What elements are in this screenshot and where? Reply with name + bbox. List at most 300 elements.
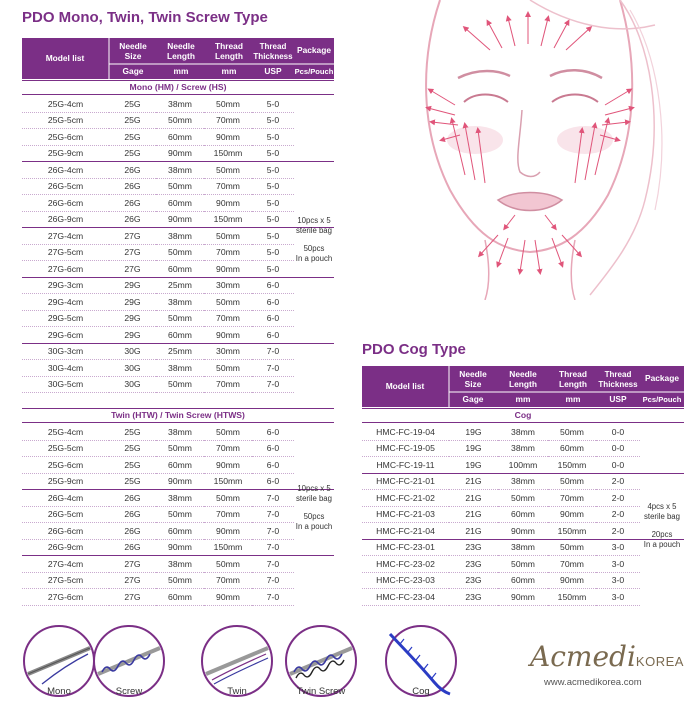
thread-thickness-cell: 2-0 <box>596 490 640 507</box>
needle-length-cell: 38mm <box>156 294 204 311</box>
model-cell: 27G-5cm <box>22 244 109 261</box>
thread-length-cell: 90mm <box>204 523 252 540</box>
package-cell <box>640 424 684 440</box>
needle-size-cell: 27G <box>109 261 156 278</box>
table-row <box>22 440 334 457</box>
needle-length-cell: 50mm <box>156 506 204 523</box>
needle-length-cell: 60mm <box>498 506 548 523</box>
thread-length-cell: 70mm <box>548 556 596 573</box>
header-thread-length: Thread Length <box>215 41 243 61</box>
needle-size-cell: 23G <box>449 572 498 589</box>
package-cell <box>640 457 684 474</box>
thread-length-cell: 90mm <box>548 572 596 589</box>
package-note-line: 20pcs <box>651 530 673 539</box>
thread-thickness-cell: 5-0 <box>252 244 294 261</box>
header-needle-length: Needle Length <box>167 41 195 61</box>
package-cell <box>294 112 334 129</box>
thread-caption-cog: Cog <box>412 686 430 697</box>
thread-length-cell: 70mm <box>204 506 252 523</box>
package-cell <box>640 473 684 490</box>
needle-size-cell: 30G <box>109 343 156 360</box>
thread-caption-mono: Mono <box>47 686 71 697</box>
table-row <box>22 572 334 589</box>
header-separators <box>362 366 684 407</box>
model-cell: 30G-5cm <box>22 376 109 393</box>
thread-length-cell: 90mm <box>204 327 252 344</box>
needle-length-cell: 50mm <box>156 440 204 457</box>
header-unit-usp: USP <box>264 66 282 76</box>
needle-size-cell: 26G <box>109 490 156 507</box>
needle-size-cell: 25G <box>109 96 156 112</box>
model-cell: 25G-6cm <box>22 457 109 474</box>
thread-length-cell: 70mm <box>548 490 596 507</box>
needle-length-cell: 60mm <box>156 261 204 278</box>
model-cell: 26G-9cm <box>22 539 109 556</box>
thread-thickness-cell: 6-0 <box>252 457 294 474</box>
table-row <box>22 506 334 523</box>
model-cell: HMC-FC-19-05 <box>362 440 449 457</box>
thread-length-cell: 90mm <box>204 457 252 474</box>
model-cell: 26G-6cm <box>22 195 109 212</box>
thread-length-cell: 70mm <box>204 310 252 327</box>
model-cell: 25G-4cm <box>22 96 109 112</box>
model-cell: HMC-FC-21-01 <box>362 473 449 490</box>
thread-thickness-cell: 7-0 <box>252 572 294 589</box>
model-cell: 29G-6cm <box>22 327 109 344</box>
header-unit-mm: mm <box>565 394 581 404</box>
needle-size-cell: 25G <box>109 145 156 162</box>
package-cell <box>294 343 334 360</box>
table-row <box>362 539 684 556</box>
needle-length-cell: 60mm <box>498 572 548 589</box>
twin-table <box>22 424 334 606</box>
table-row <box>22 112 334 129</box>
thread-thickness-cell: 3-0 <box>596 556 640 573</box>
needle-size-cell: 19G <box>449 457 498 474</box>
thread-thickness-cell: 6-0 <box>252 424 294 440</box>
header-unit-mm: mm <box>173 66 189 76</box>
package-cell <box>294 327 334 344</box>
model-cell: 27G-4cm <box>22 228 109 245</box>
model-cell: 26G-6cm <box>22 523 109 540</box>
package-note-line: 50pcs <box>303 244 325 253</box>
thread-thickness-cell: 5-0 <box>252 162 294 179</box>
thread-thickness-cell: 7-0 <box>252 376 294 393</box>
thread-thickness-cell: 6-0 <box>252 294 294 311</box>
table-row <box>22 310 334 327</box>
needle-size-cell: 25G <box>109 112 156 129</box>
model-cell: 25G-4cm <box>22 424 109 440</box>
header-needle-size: Needle Size <box>119 41 147 61</box>
needle-length-cell: 90mm <box>156 473 204 490</box>
header-unit-usp: USP <box>609 394 627 404</box>
package-cell <box>294 440 334 457</box>
needle-length-cell: 38mm <box>156 490 204 507</box>
thread-thickness-cell: 5-0 <box>252 129 294 146</box>
thread-length-cell: 90mm <box>204 589 252 606</box>
thread-thickness-cell: 0-0 <box>596 457 640 474</box>
thread-length-cell: 150mm <box>548 523 596 540</box>
model-cell: 27G-4cm <box>22 556 109 573</box>
thread-thickness-cell: 3-0 <box>596 589 640 606</box>
table-row <box>22 457 334 474</box>
needle-size-cell: 30G <box>109 376 156 393</box>
thread-thickness-cell: 7-0 <box>252 490 294 507</box>
model-cell: 29G-4cm <box>22 294 109 311</box>
thread-length-cell: 50mm <box>204 162 252 179</box>
mono-table-title: PDO Mono, Twin, Twin Screw Type <box>22 9 268 26</box>
package-cell <box>294 310 334 327</box>
model-cell: 25G-9cm <box>22 473 109 490</box>
table-row <box>22 343 334 360</box>
needle-length-cell: 90mm <box>156 145 204 162</box>
needle-length-cell: 38mm <box>498 473 548 490</box>
package-cell <box>294 178 334 195</box>
table-row <box>22 211 334 228</box>
table-row <box>22 523 334 540</box>
thread-thickness-cell: 5-0 <box>252 112 294 129</box>
header-package: Package <box>297 45 331 55</box>
table-row <box>362 589 684 606</box>
needle-size-cell: 26G <box>109 539 156 556</box>
thread-caption-twin-screw: Twin Screw <box>296 686 346 697</box>
header-thread-thickness: Thread Thickness <box>598 370 638 389</box>
table-row <box>362 473 684 490</box>
needle-length-cell: 50mm <box>156 572 204 589</box>
table-row <box>22 162 334 179</box>
thread-thickness-cell: 5-0 <box>252 228 294 245</box>
model-cell: HMC-FC-23-02 <box>362 556 449 573</box>
package-note-line: 4pcs x 5 <box>647 502 677 511</box>
needle-size-cell: 27G <box>109 556 156 573</box>
header-model: Model list <box>45 53 85 63</box>
section-mono-screw: Mono (HM) / Screw (HS) <box>22 80 334 95</box>
thread-thickness-cell: 5-0 <box>252 195 294 212</box>
thread-thickness-cell: 3-0 <box>596 539 640 556</box>
package-note-line: In a pouch <box>295 522 333 531</box>
needle-length-cell: 38mm <box>498 424 548 440</box>
needle-size-cell: 25G <box>109 457 156 474</box>
thread-thickness-cell: 7-0 <box>252 539 294 556</box>
needle-size-cell: 30G <box>109 360 156 377</box>
needle-size-cell: 23G <box>449 589 498 606</box>
needle-size-cell: 29G <box>109 327 156 344</box>
model-cell: 26G-4cm <box>22 162 109 179</box>
needle-size-cell: 27G <box>109 228 156 245</box>
package-note-line: sterile bag <box>296 226 332 235</box>
needle-size-cell: 26G <box>109 211 156 228</box>
needle-size-cell: 26G <box>109 523 156 540</box>
needle-size-cell: 23G <box>449 539 498 556</box>
thread-length-cell: 90mm <box>204 195 252 212</box>
model-cell: 27G-6cm <box>22 261 109 278</box>
thread-length-cell: 90mm <box>204 129 252 146</box>
model-cell: 27G-6cm <box>22 589 109 606</box>
needle-length-cell: 50mm <box>156 112 204 129</box>
package-note-line: 10pcs x 5 <box>297 484 331 493</box>
header-unit-pcs: Pcs/Pouch <box>642 395 682 404</box>
needle-length-cell: 25mm <box>156 343 204 360</box>
needle-length-cell: 60mm <box>156 589 204 606</box>
needle-size-cell: 27G <box>109 572 156 589</box>
needle-length-cell: 90mm <box>498 589 548 606</box>
table-row <box>22 490 334 507</box>
brand-logo-main: Acmedi <box>530 640 636 673</box>
needle-size-cell: 29G <box>109 277 156 294</box>
needle-length-cell: 50mm <box>156 310 204 327</box>
needle-length-cell: 38mm <box>498 539 548 556</box>
needle-size-cell: 25G <box>109 424 156 440</box>
model-cell: HMC-FC-23-04 <box>362 589 449 606</box>
header-thread-length: Thread Length <box>559 369 587 389</box>
needle-length-cell: 60mm <box>156 195 204 212</box>
model-cell: 27G-5cm <box>22 572 109 589</box>
section-twin: Twin (HTW) / Twin Screw (HTWS) <box>22 408 334 423</box>
thread-length-cell: 30mm <box>204 343 252 360</box>
needle-length-cell: 50mm <box>156 244 204 261</box>
thread-length-cell: 150mm <box>204 539 252 556</box>
table-row <box>22 178 334 195</box>
package-cell <box>294 145 334 162</box>
needle-size-cell: 26G <box>109 162 156 179</box>
needle-length-cell: 60mm <box>156 327 204 344</box>
table-row <box>22 244 334 261</box>
cog-table-title: PDO Cog Type <box>362 341 466 358</box>
needle-size-cell: 21G <box>449 473 498 490</box>
table-row <box>22 195 334 212</box>
table-row <box>22 376 334 393</box>
thread-length-cell: 50mm <box>204 556 252 573</box>
package-note-line: sterile bag <box>644 512 680 521</box>
needle-length-cell: 50mm <box>156 178 204 195</box>
model-cell: 29G-3cm <box>22 277 109 294</box>
header-separators <box>22 38 334 79</box>
thread-length-cell: 150mm <box>204 473 252 490</box>
needle-length-cell: 60mm <box>156 523 204 540</box>
thread-length-cell: 70mm <box>204 572 252 589</box>
table-row <box>22 473 334 490</box>
table-row <box>22 129 334 146</box>
cog-table <box>362 424 684 606</box>
brand-logo <box>530 640 690 688</box>
package-cell <box>640 589 684 606</box>
needle-length-cell: 60mm <box>156 457 204 474</box>
model-cell: 25G-9cm <box>22 145 109 162</box>
thread-thickness-cell: 2-0 <box>596 523 640 540</box>
needle-size-cell: 25G <box>109 129 156 146</box>
table-row <box>362 523 684 540</box>
table-row <box>22 277 334 294</box>
thread-thickness-cell: 6-0 <box>252 327 294 344</box>
needle-size-cell: 27G <box>109 589 156 606</box>
table-row <box>22 360 334 377</box>
model-cell: HMC-FC-23-03 <box>362 572 449 589</box>
model-cell: 25G-6cm <box>22 129 109 146</box>
header-needle-length: Needle Length <box>509 369 537 389</box>
thread-length-cell: 50mm <box>204 228 252 245</box>
thread-length-cell: 50mm <box>204 490 252 507</box>
needle-length-cell: 90mm <box>156 539 204 556</box>
thread-length-cell: 150mm <box>548 589 596 606</box>
thread-thickness-cell: 6-0 <box>252 473 294 490</box>
table-row <box>22 145 334 162</box>
needle-length-cell: 90mm <box>156 211 204 228</box>
needle-length-cell: 38mm <box>156 360 204 377</box>
header-unit-pcs: Pcs/Pouch <box>294 67 334 76</box>
package-cell <box>640 556 684 573</box>
needle-length-cell: 60mm <box>156 129 204 146</box>
thread-length-cell: 50mm <box>548 473 596 490</box>
model-cell: 30G-3cm <box>22 343 109 360</box>
package-cell <box>294 539 334 556</box>
table-row <box>22 424 334 440</box>
package-cell <box>294 556 334 573</box>
table-row <box>22 261 334 278</box>
thread-length-cell: 60mm <box>548 440 596 457</box>
needle-length-cell: 38mm <box>156 228 204 245</box>
brand-logo-suffix: KOREA <box>635 654 684 669</box>
needle-size-cell: 29G <box>109 310 156 327</box>
model-cell: HMC-FC-21-02 <box>362 490 449 507</box>
model-cell: 26G-5cm <box>22 506 109 523</box>
thread-length-cell: 90mm <box>204 261 252 278</box>
package-cell <box>294 424 334 440</box>
model-cell: HMC-FC-19-04 <box>362 424 449 440</box>
model-cell: 30G-4cm <box>22 360 109 377</box>
package-note-1 <box>294 216 334 264</box>
package-cell <box>294 195 334 212</box>
thread-thickness-cell: 7-0 <box>252 589 294 606</box>
thread-thickness-cell: 0-0 <box>596 424 640 440</box>
header-unit-mm: mm <box>221 66 237 76</box>
thread-length-cell: 150mm <box>548 457 596 474</box>
needle-size-cell: 23G <box>449 556 498 573</box>
thread-length-cell: 50mm <box>204 424 252 440</box>
thread-thickness-cell: 5-0 <box>252 178 294 195</box>
package-cell <box>294 572 334 589</box>
thread-caption-screw: Screw <box>115 686 143 697</box>
thread-thickness-cell: 0-0 <box>596 440 640 457</box>
thread-thickness-cell: 7-0 <box>252 506 294 523</box>
table-row <box>362 457 684 474</box>
section-cog: Cog <box>362 408 684 423</box>
thread-thickness-cell: 6-0 <box>252 440 294 457</box>
thread-thickness-cell: 7-0 <box>252 343 294 360</box>
needle-length-cell: 100mm <box>498 457 548 474</box>
package-cell <box>294 360 334 377</box>
model-cell: 25G-5cm <box>22 440 109 457</box>
table-row <box>22 327 334 344</box>
needle-size-cell: 27G <box>109 244 156 261</box>
face-illustration <box>380 0 680 300</box>
needle-size-cell: 19G <box>449 440 498 457</box>
needle-length-cell: 38mm <box>156 556 204 573</box>
needle-length-cell: 38mm <box>156 424 204 440</box>
needle-size-cell: 21G <box>449 523 498 540</box>
model-cell: 26G-5cm <box>22 178 109 195</box>
needle-size-cell: 26G <box>109 178 156 195</box>
needle-size-cell: 26G <box>109 195 156 212</box>
needle-size-cell: 29G <box>109 294 156 311</box>
table-row <box>362 572 684 589</box>
needle-length-cell: 38mm <box>156 162 204 179</box>
package-note-line: In a pouch <box>295 254 333 263</box>
thread-length-cell: 150mm <box>204 145 252 162</box>
package-note-2 <box>294 484 334 532</box>
needle-size-cell: 19G <box>449 424 498 440</box>
package-cell <box>294 162 334 179</box>
thread-length-cell: 70mm <box>204 376 252 393</box>
thread-thickness-cell: 7-0 <box>252 556 294 573</box>
needle-length-cell: 38mm <box>156 96 204 112</box>
package-cell <box>640 440 684 457</box>
thread-length-cell: 50mm <box>204 294 252 311</box>
thread-length-cell: 70mm <box>204 440 252 457</box>
package-cell <box>294 457 334 474</box>
package-cell <box>294 96 334 112</box>
header-package: Package <box>645 373 679 383</box>
thread-length-cell: 50mm <box>548 424 596 440</box>
thread-thickness-cell: 6-0 <box>252 277 294 294</box>
package-note-line: sterile bag <box>296 494 332 503</box>
model-cell: HMC-FC-21-03 <box>362 506 449 523</box>
thread-length-cell: 70mm <box>204 244 252 261</box>
package-note-line: 50pcs <box>303 512 325 521</box>
table-row <box>362 556 684 573</box>
table-row <box>362 506 684 523</box>
package-cell <box>294 376 334 393</box>
thread-thickness-cell: 2-0 <box>596 473 640 490</box>
cog-package-note <box>640 502 684 550</box>
thread-thickness-cell: 6-0 <box>252 310 294 327</box>
needle-length-cell: 50mm <box>156 376 204 393</box>
table-row <box>22 556 334 573</box>
model-cell: 26G-9cm <box>22 211 109 228</box>
mono-screw-table <box>22 96 334 393</box>
package-note-line: In a pouch <box>643 540 681 549</box>
thread-thickness-cell: 3-0 <box>596 572 640 589</box>
header-unit-mm: mm <box>515 394 531 404</box>
package-cell <box>294 294 334 311</box>
needle-size-cell: 25G <box>109 473 156 490</box>
model-cell: 29G-5cm <box>22 310 109 327</box>
header-thread-thickness: Thread Thickness <box>253 42 293 61</box>
needle-length-cell: 90mm <box>498 523 548 540</box>
thread-length-cell: 90mm <box>548 506 596 523</box>
table-row <box>22 294 334 311</box>
needle-length-cell: 38mm <box>498 440 548 457</box>
package-cell <box>294 129 334 146</box>
brand-url[interactable]: www.acmedikorea.com <box>544 677 642 688</box>
package-cell <box>294 589 334 606</box>
package-cell <box>640 572 684 589</box>
needle-size-cell: 25G <box>109 440 156 457</box>
needle-length-cell: 50mm <box>498 490 548 507</box>
thread-caption-twin: Twin <box>227 686 247 697</box>
header-unit-gage: Gage <box>462 394 484 404</box>
model-cell: HMC-FC-23-01 <box>362 539 449 556</box>
thread-length-cell: 30mm <box>204 277 252 294</box>
needle-size-cell: 26G <box>109 506 156 523</box>
header-unit-gage: Gage <box>122 66 144 76</box>
model-cell: 25G-5cm <box>22 112 109 129</box>
table-row <box>362 424 684 440</box>
thread-thickness-cell: 5-0 <box>252 96 294 112</box>
thread-length-cell: 150mm <box>204 211 252 228</box>
needle-size-cell: 21G <box>449 506 498 523</box>
thread-length-cell: 50mm <box>548 539 596 556</box>
thread-length-cell: 50mm <box>204 96 252 112</box>
